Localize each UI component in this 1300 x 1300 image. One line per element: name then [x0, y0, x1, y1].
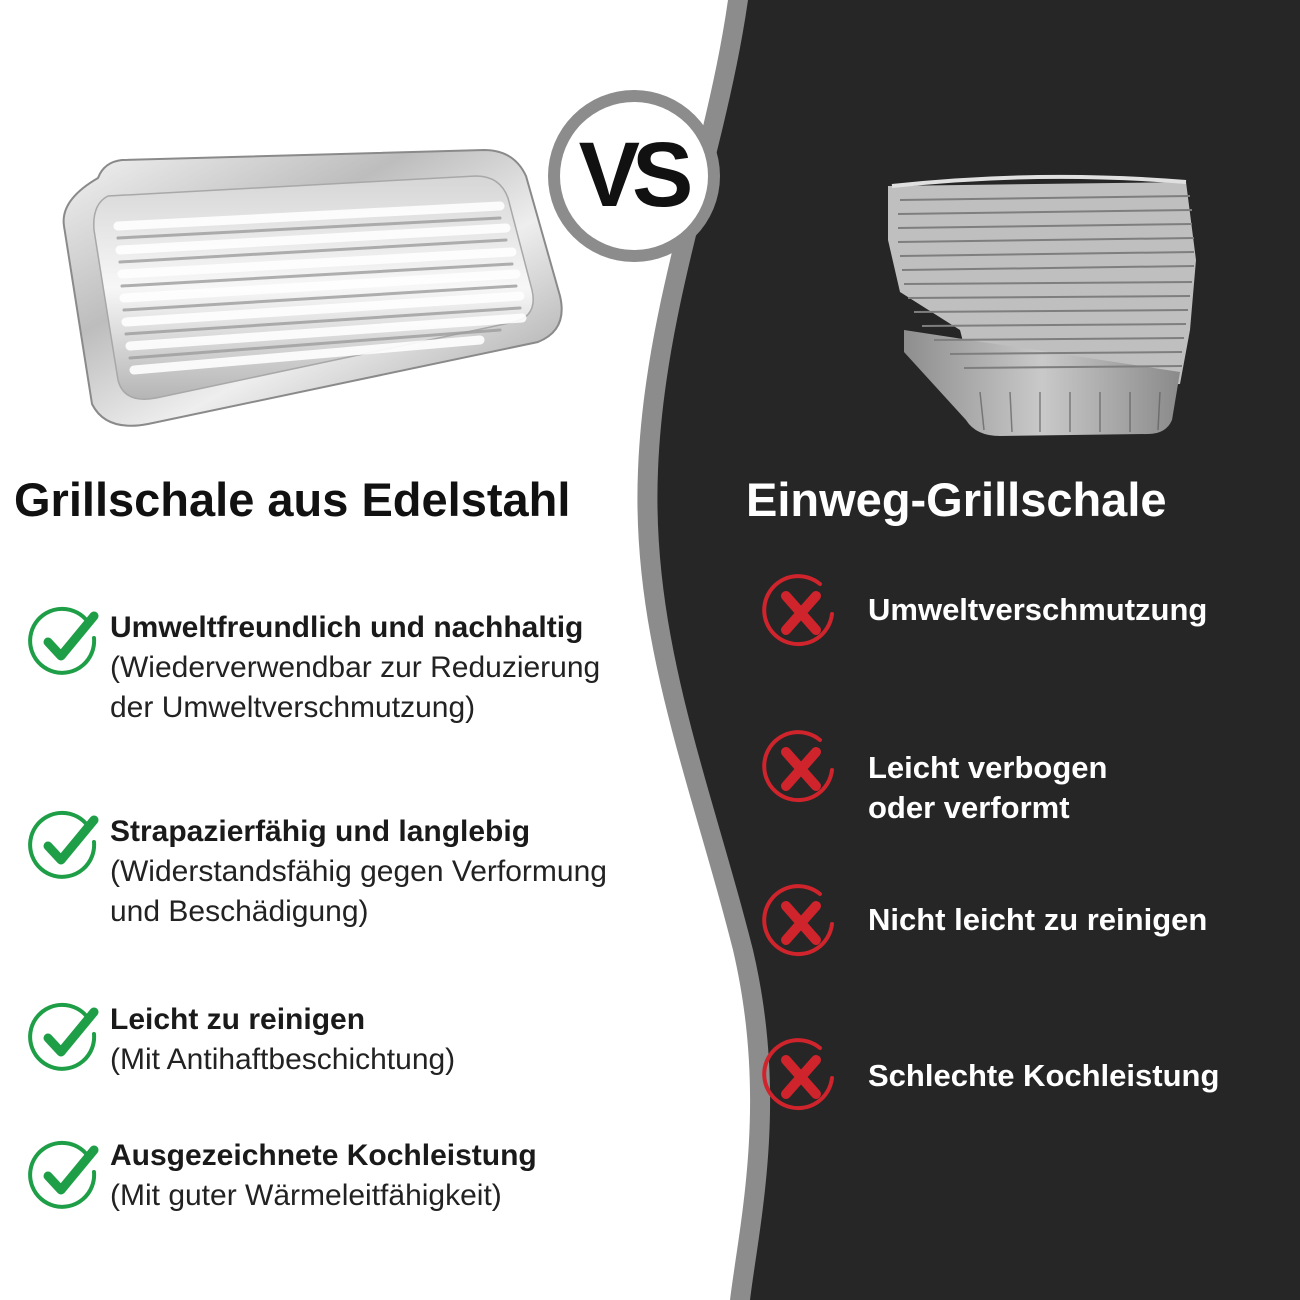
benefit-heading: Ausgezeichnete Kochleistung [110, 1139, 537, 1172]
drawback-text: Leicht verbogen [868, 750, 1108, 785]
drawback-text: Nicht leicht zu reinigen [868, 902, 1208, 937]
red-cross-icon [762, 1038, 838, 1114]
green-check-icon [28, 1000, 102, 1074]
right-title: Einweg-Grillschale [746, 473, 1167, 526]
benefit-detail: (Mit guter Wärmeleitfähigkeit) [110, 1179, 502, 1212]
green-check-icon [28, 1138, 102, 1212]
benefit-detail: der Umweltverschmutzung) [110, 691, 476, 724]
green-check-icon [28, 604, 102, 678]
benefit-heading: Strapazierfähig und langlebig [110, 815, 531, 848]
benefit-heading: Umweltfreundlich und nachhaltig [110, 611, 584, 644]
red-cross-icon [762, 730, 838, 806]
drawback-text: oder verformt [868, 790, 1070, 825]
vs-badge-text: VS [578, 124, 686, 226]
benefit-detail: (Widerstandsfähig gegen Verformung [110, 855, 607, 888]
red-cross-icon [762, 574, 838, 650]
steel-tray-image [64, 150, 562, 426]
left-title: Grillschale aus Edelstahl [14, 473, 571, 526]
benefit-detail: (Wiederverwendbar zur Reduzierung [110, 651, 601, 684]
drawback-text: Umweltverschmutzung [868, 592, 1208, 627]
red-cross-icon [762, 884, 838, 960]
drawback-text: Schlechte Kochleistung [868, 1058, 1220, 1093]
benefit-detail: und Beschädigung) [110, 895, 369, 928]
vs-badge [546, 88, 722, 264]
benefit-heading: Leicht zu reinigen [110, 1003, 366, 1036]
benefit-detail: (Mit Antihaftbeschichtung) [110, 1043, 456, 1076]
green-check-icon [28, 808, 102, 882]
